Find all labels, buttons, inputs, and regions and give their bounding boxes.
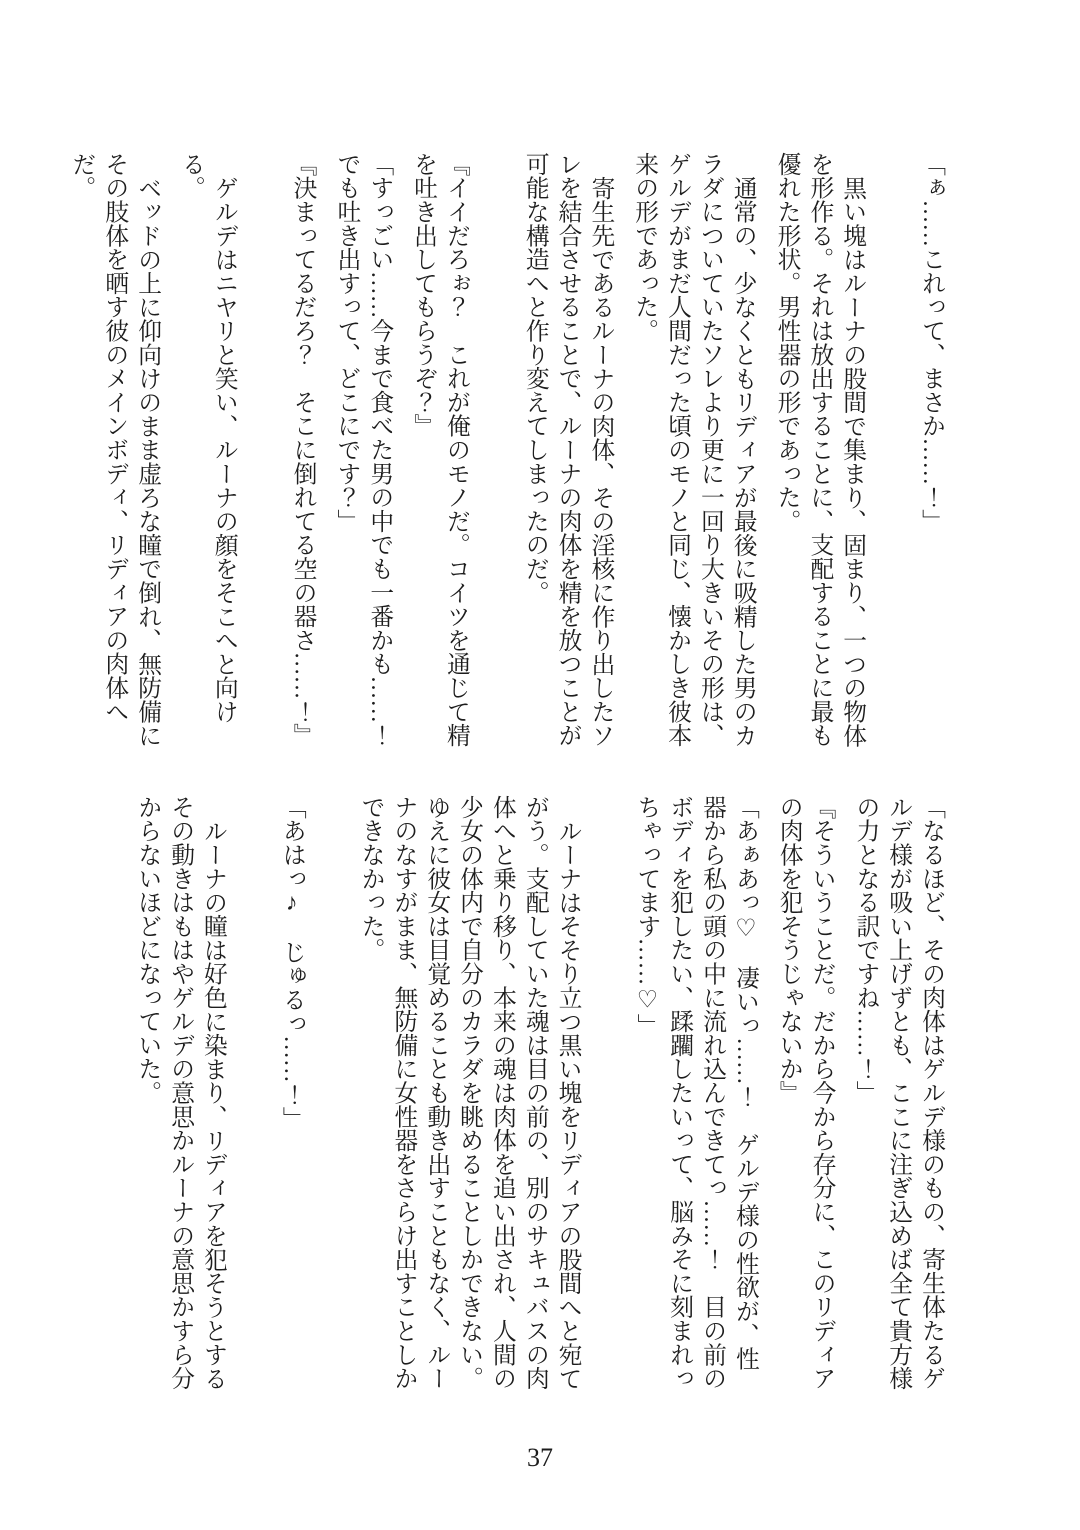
paragraph: 『決まってるだろ？ そこに倒れてる空の器さ……！』 <box>289 152 316 747</box>
paragraph: 「あはっ♪ じゅるっ……！」 <box>278 795 305 1131</box>
paragraph: 通常の、少なくともリディアが最後に吸精した男のカラダについていたソレより更に一回り大きいその形は、ゲルデがまだ人間だった頃のモノと同じ、懐かしき彼本来の形であった。 <box>631 152 756 747</box>
paragraph: 「すっごい……今まで食べた男の中でも一番かも……！でも吐き出すって、どこにです？」 <box>333 152 393 747</box>
text-block-bottom <box>130 795 947 1393</box>
paragraph: 「なるほど、その肉体はゲルデ様のもの、寄生体たるゲルデ様が吸い上げずとも、ここに注ぎ込めば全て貴方様の力となる訳ですね……！」 <box>852 795 944 1390</box>
paragraph: 「ぁ……これって、まさか……！」 <box>918 152 944 533</box>
paragraph: ベッドの上に仰向けのまま虚ろな瞳で倒れ、無防備にその肢体を晒す彼のメインボディ、リディアの肉体へだ。 <box>68 152 161 747</box>
paragraph: ルーナはそそり立つ黒い塊をリディアの股間へと宛てがう。支配していた魂は目の前の、別のサキュバスの肉体へと乗り移り、本来の魂は肉体を追い出され、人間の少女の体内で自分のカラダを眺めることしかできない。ゆえに彼女は目覚めることも動き出すこともなく、ルーナのなすがまま、無防備に女性器をさらけ出すことしかできなかった。 <box>357 795 581 1390</box>
paragraph: 寄生先であるルーナの肉体、その淫核に作り出したソレを結合させることで、ルーナの肉体を精を放つことが可能な構造へと作り変えてしまったのだ。 <box>521 152 614 747</box>
paragraph: 黒い塊はルーナの股間で集まり、固まり、一つの物体を形作る。それは放出することに、支配することに最も優れた形状。男性器の形であった。 <box>773 152 866 747</box>
paragraph: 『そういうことだ。だから今から存分に、このリディアの肉体を犯そうじゃないか』 <box>775 795 835 1390</box>
paragraph: ゲルデはニヤリと笑い、ルーナの顔をそこへと向ける。 <box>177 152 237 724</box>
paragraph: 『イイだろぉ？ これが俺のモノだ。コイツを通じて精を吐き出してもらうぞ？』 <box>410 152 469 747</box>
page-number: 37 <box>527 1443 553 1472</box>
text-block-top <box>65 152 947 748</box>
paragraph: 「あぁあっ♡ 凄いっ……！ ゲルデ様の性欲が、性器から私の頭の中に流れ込んできてっ……！ 目の前のボディを犯したい、蹂躙したいって、脳みそに刻まれっちゃってます……♡」 <box>633 795 758 1390</box>
paragraph: ルーナの瞳は好色に染まり、リディアを犯そうとするその動きはもはやゲルデの意思かルーナの意思かすら分からないほどになっていた。 <box>134 795 226 1390</box>
